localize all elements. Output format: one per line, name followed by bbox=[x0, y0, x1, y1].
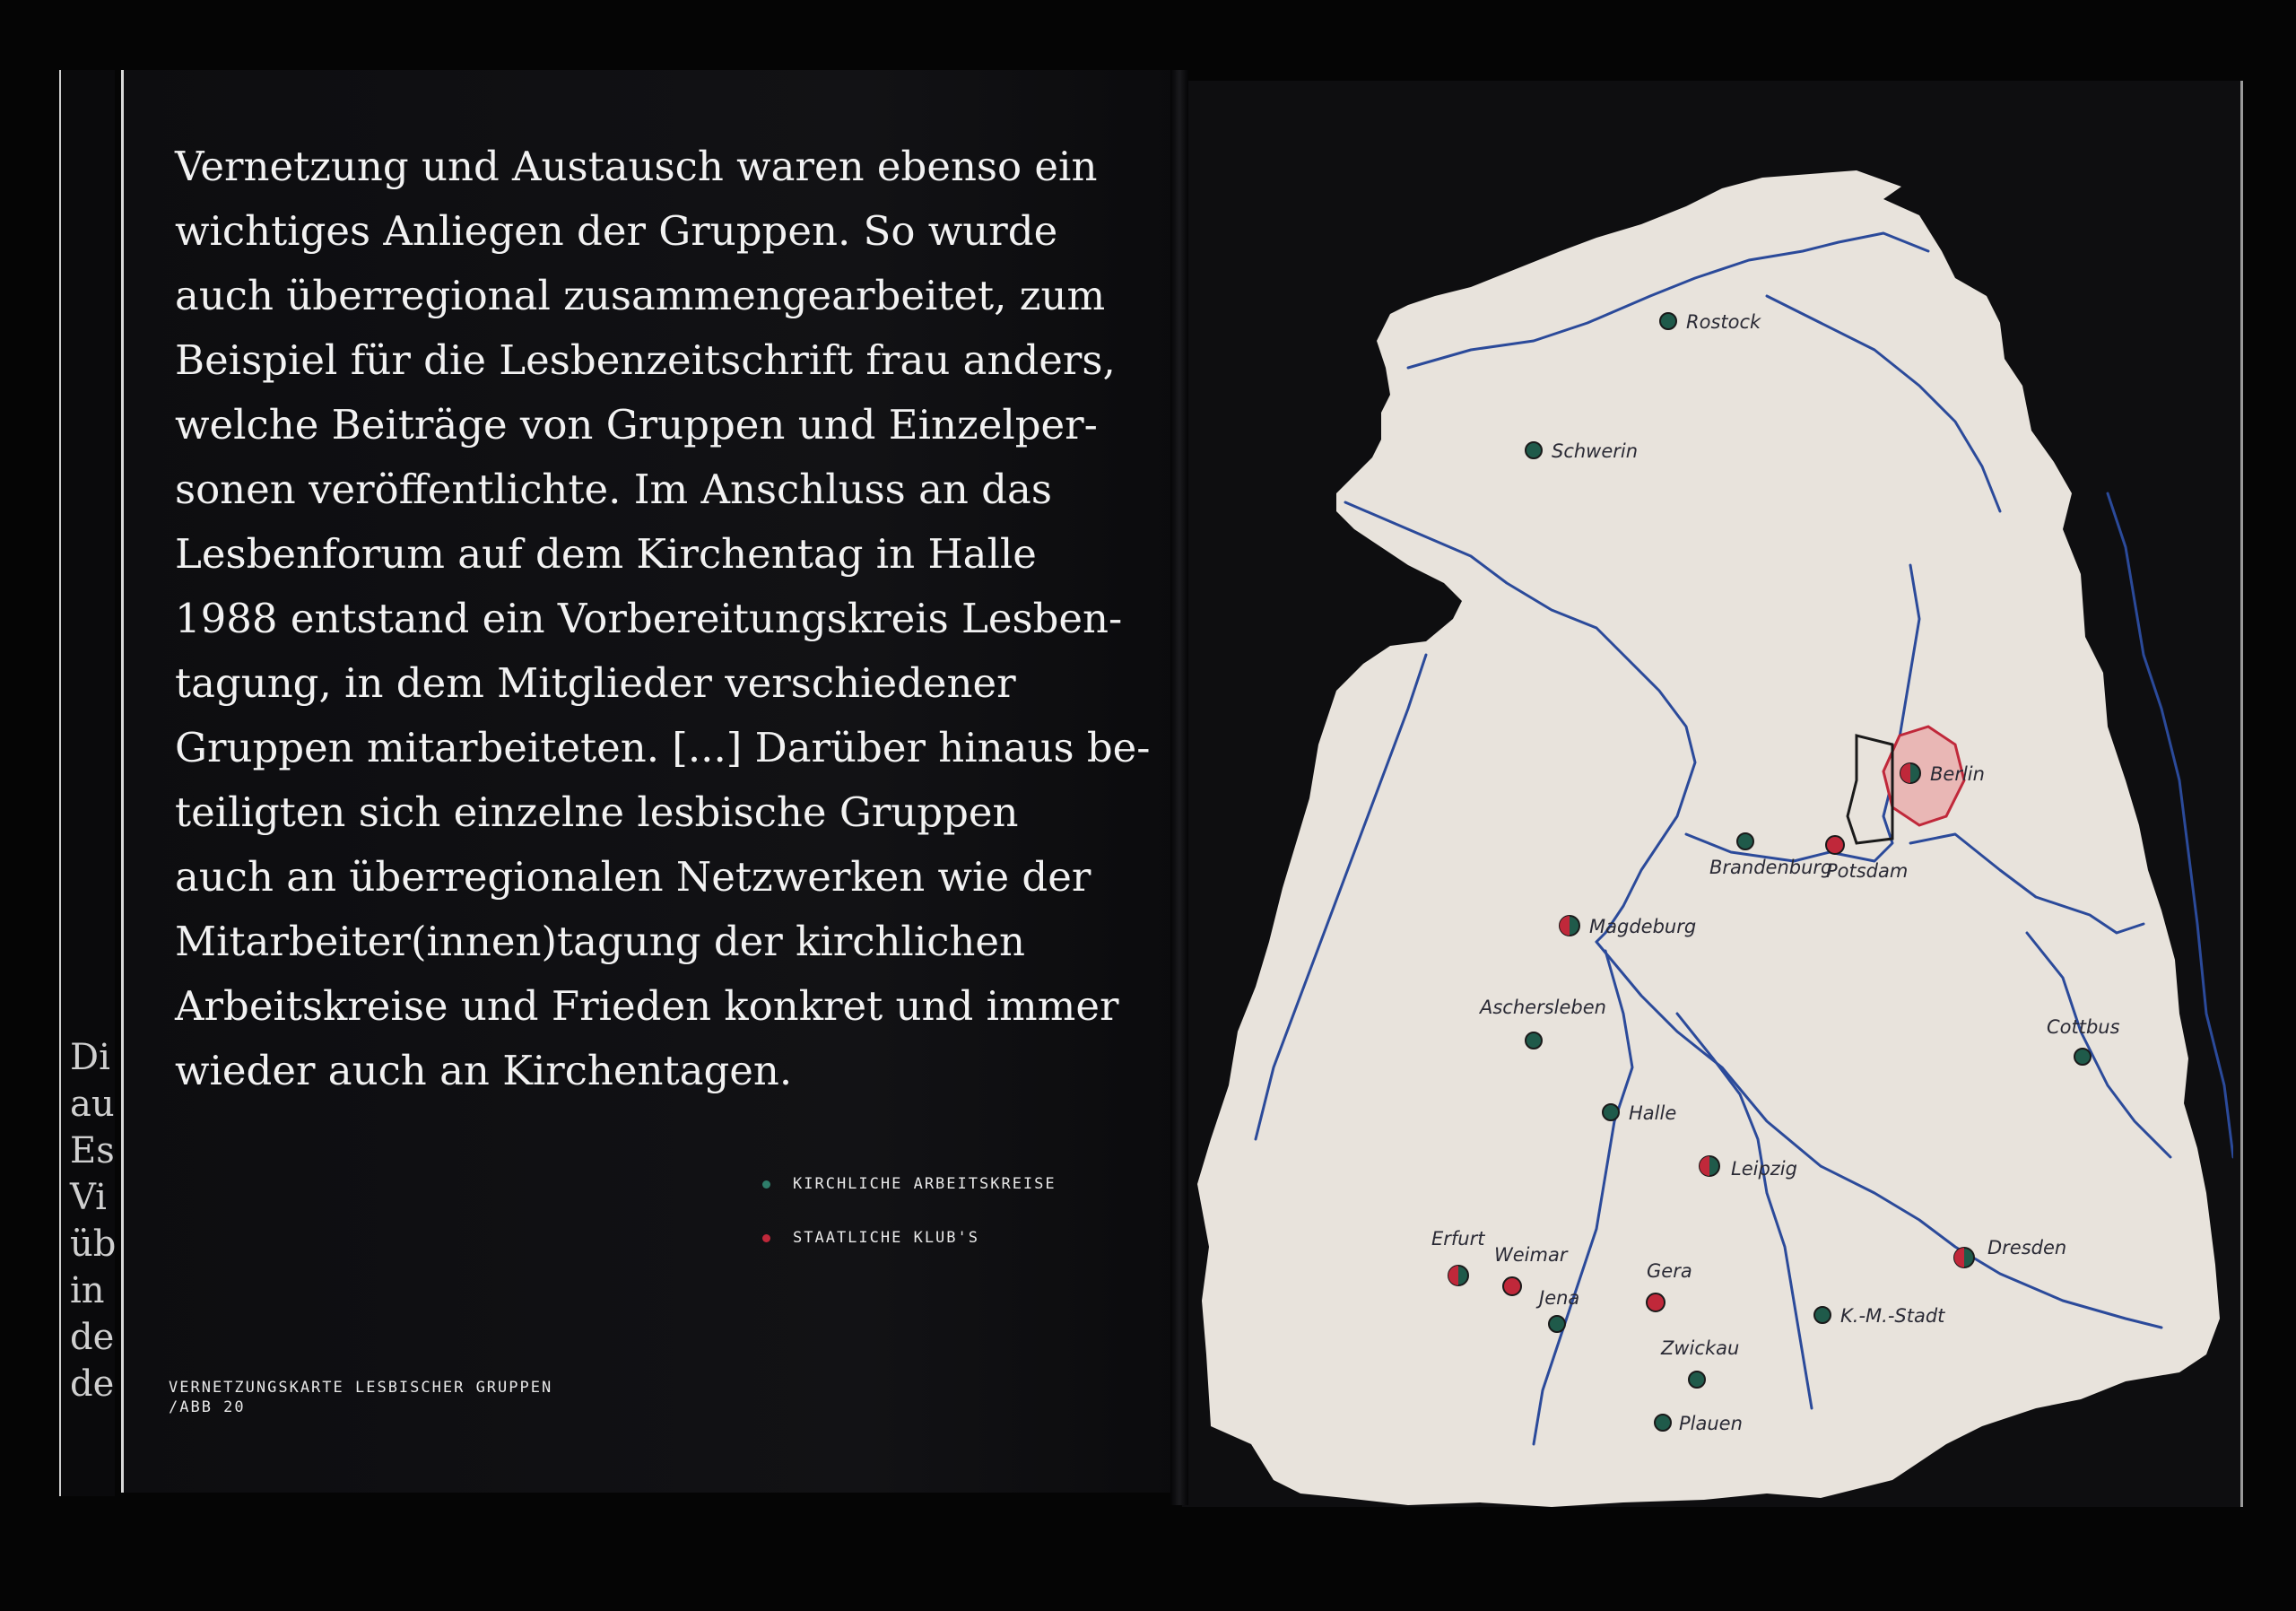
legend-label-kirchlich: KIRCHLICHE ARBEITSKREISE bbox=[793, 1175, 1057, 1193]
city-dot-staatlich bbox=[1503, 1277, 1521, 1295]
body-line: auch überregional zusammengearbeitet, zum bbox=[175, 272, 1106, 319]
body-line: Mitarbeiter(innen)tagung der kirchlichen bbox=[175, 918, 1026, 965]
legend-dot-staatlich bbox=[762, 1234, 770, 1242]
city-dot-staatlich bbox=[1826, 836, 1844, 854]
body-line: wieder auch an Kirchentagen. bbox=[175, 1047, 793, 1094]
city-dot-kirchlich bbox=[1737, 833, 1753, 849]
legend-dot-kirchlich bbox=[762, 1180, 770, 1189]
city-label: Plauen bbox=[1679, 1413, 1743, 1434]
map-paper bbox=[1197, 170, 2220, 1507]
city-label: Jena bbox=[1539, 1287, 1580, 1309]
city-label: Leipzig bbox=[1731, 1158, 1797, 1180]
city-label: K.-M.-Stadt bbox=[1840, 1305, 1945, 1327]
city-dot-kirchlich bbox=[1814, 1307, 1831, 1323]
city-dot-kirchlich bbox=[1603, 1104, 1619, 1120]
city-label: Zwickau bbox=[1661, 1337, 1740, 1359]
behind-page-strip bbox=[59, 70, 115, 1496]
city-label: Erfurt bbox=[1431, 1228, 1485, 1250]
city-label: Magdeburg bbox=[1589, 916, 1697, 937]
city-label: Schwerin bbox=[1552, 440, 1639, 462]
caption-title: VERNETZUNGSKARTE LESBISCHER GRUPPEN bbox=[169, 1379, 553, 1397]
city-marker bbox=[1603, 1102, 1676, 1124]
city-dot-kirchlich bbox=[1526, 442, 1542, 458]
city-dot-kirchlich bbox=[2074, 1049, 2091, 1065]
city-dot-kirchlich bbox=[1526, 1032, 1542, 1049]
body-line: teiligten sich einzelne lesbische Gruppen bbox=[175, 788, 1019, 836]
city-label: Brandenburg bbox=[1709, 857, 1833, 878]
body-line: auch an überregionalen Netzwerken wie der bbox=[175, 853, 1091, 901]
city-label: Halle bbox=[1629, 1102, 1677, 1124]
body-line: welche Beiträge von Gruppen und Einzelper- bbox=[175, 401, 1098, 448]
city-label: Aschersleben bbox=[1480, 997, 1606, 1018]
body-line: 1988 entstand ein Vorbereitungskreis Lesben- bbox=[175, 595, 1123, 642]
city-label: Weimar bbox=[1494, 1244, 1568, 1266]
city-label: Berlin bbox=[1930, 763, 1985, 785]
body-paragraph bbox=[175, 135, 1152, 1103]
body-line: tagung, in dem Mitglieder verschiedener bbox=[175, 659, 1016, 707]
behind-page-fragment: Di bbox=[70, 1037, 110, 1078]
behind-page-fragment: in bbox=[70, 1270, 105, 1311]
city-dot-kirchlich bbox=[1660, 313, 1676, 329]
body-line: Arbeitskreise und Frieden konkret und immer bbox=[175, 982, 1119, 1030]
city-label: Potsdam bbox=[1826, 860, 1909, 882]
behind-page-fragment: au bbox=[70, 1084, 115, 1125]
behind-page-fragment: de bbox=[70, 1317, 115, 1358]
body-line: Lesbenforum auf dem Kirchentag in Halle bbox=[175, 530, 1037, 578]
city-label: Cottbus bbox=[2047, 1016, 2120, 1038]
legend-label-staatlich: STAATLICHE KLUB'S bbox=[793, 1229, 979, 1247]
behind-page-fragment: üb bbox=[70, 1223, 117, 1265]
network-map bbox=[1175, 152, 2233, 1516]
caption-number: /ABB 20 bbox=[169, 1398, 246, 1416]
city-label: Rostock bbox=[1686, 311, 1761, 333]
city-dot-kirchlich bbox=[1689, 1372, 1705, 1388]
body-line: Beispiel für die Lesbenzeitschrift frau anders, bbox=[175, 336, 1116, 384]
behind-page-fragment: Es bbox=[70, 1130, 115, 1171]
behind-page-fragment: Vi bbox=[70, 1177, 107, 1218]
city-dot-kirchlich bbox=[1549, 1316, 1565, 1332]
city-label: Dresden bbox=[1987, 1237, 2067, 1258]
figure-caption bbox=[169, 1378, 552, 1417]
city-marker bbox=[1900, 763, 1985, 785]
body-line: sonen veröffentlichte. Im Anschluss an das bbox=[175, 466, 1052, 513]
city-dot-staatlich bbox=[1647, 1293, 1665, 1311]
body-line: Vernetzung und Austausch waren ebenso ein bbox=[175, 143, 1098, 190]
behind-page-fragment: de bbox=[70, 1363, 115, 1405]
body-line: wichtiges Anliegen der Gruppen. So wurde bbox=[175, 207, 1058, 255]
city-dot-kirchlich bbox=[1655, 1415, 1671, 1431]
city-label: Gera bbox=[1647, 1260, 1692, 1282]
body-line: Gruppen mitarbeiteten. [...] Darüber hinaus be- bbox=[175, 724, 1151, 771]
